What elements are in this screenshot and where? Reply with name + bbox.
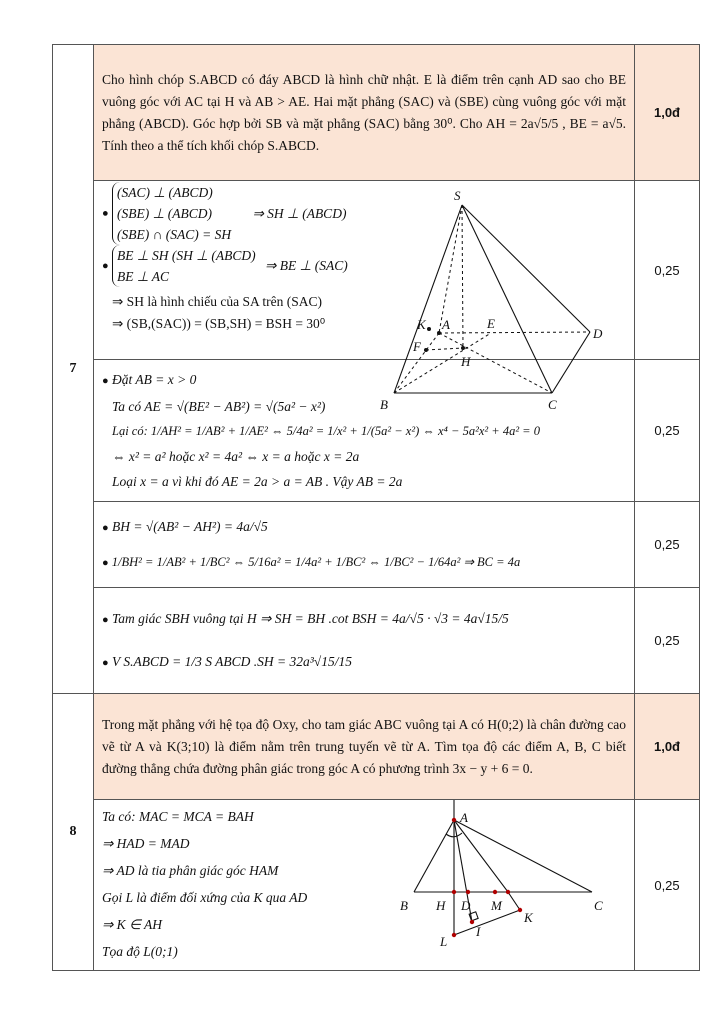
fig8-label-D: D: [461, 898, 471, 913]
solution-table: [52, 44, 700, 971]
q7-sys2-conclusion: ⇒ BE ⊥ (SAC): [265, 258, 348, 273]
question-7-total-points: 1,0đ: [635, 45, 700, 181]
q7-s2-line-5: Loại x = a vì khi đó AE = 2a > a = AB . Vậy AB = 2a: [112, 474, 403, 489]
fig7-label-D: D: [593, 326, 603, 341]
fig7-label-C: C: [548, 397, 557, 412]
q7-step-3: ● BH = √(AB² − AH²) = 4a/√5 ● 1/BH² = 1/AB² + 1/BC² ⇔ 5/16a² = 1/4a² + 1/BC² ⇔ 1/BC² − 1/64a² ⇒ BC = 4a: [94, 502, 635, 588]
fig7-label-A: A: [442, 317, 450, 332]
triangle-figure: [394, 800, 614, 960]
q8-s1-line-2: ⇒ HAD = MAD: [102, 836, 190, 851]
fig7-label-F: F: [413, 339, 421, 354]
question-8-text: Trong mặt phẳng với hệ tọa độ Oxy, cho tam giác ABC vuông tại A có H(0;2) là chân đường cao vẽ từ A và K(3;10) là điểm nằm trên trung tuyến vẽ từ A. Tìm tọa độ các điểm A, B, C biết đường thẳng chứa đường phân giác trong góc A có phương trình 3x − y + 6 = 0.: [102, 716, 626, 776]
q7-projection-line: ⇒ SH là hình chiếu của SA trên (SAC): [112, 294, 323, 309]
q7-step-4: ● Tam giác SBH vuông tại H ⇒ SH = BH .cot BSH = 4a/√5 · √3 = 4a√15/5 ● V S.ABCD = 1/3 S ABCD .SH = 32a³√15/15: [94, 588, 635, 694]
q7-step-1: ● (SAC) ⊥ (ABCD) (SBE) ⊥ (ABCD) (SBE) ∩ (SAC) = SH ⇒ SH ⊥ (ABCD) ● BE ⊥ SH (SH ⊥ (ABCD) BE ⊥ AC ⇒ BE ⊥ (SAC) ⇒ SH là hình chiếu của SA trên (SAC) ⇒ (SB,(SAC)) = (SB,SH) = BSH = 30⁰ S K A E D F H B C: [94, 181, 635, 360]
q7-s4-line-2: V S.ABCD = 1/3 S ABCD .SH = 32a³√15/15: [112, 653, 352, 669]
question-8-statement: [94, 694, 635, 800]
question-8-total-points: 1,0đ: [635, 694, 700, 800]
q8-step-1: [94, 800, 635, 971]
q7-sys1-line-1: (SAC) ⊥ (ABCD): [117, 185, 213, 200]
fig8-label-B: B: [400, 898, 408, 913]
q8-step-1-points: 0,25: [635, 800, 700, 971]
question-7-text: Cho hình chóp S.ABCD có đáy ABCD là hình chữ nhật. E là điểm trên cạnh AD sao cho BE vuông góc với AC tại H và AB > AE. Hai mặt phẳng (SAC) và (SBE) cùng vuông góc với mặt phẳng (ABCD). Góc hợp bởi SB và mặt phẳng (SAC) bằng 30⁰. Cho AH = 2a√5/5 , BE = a√5. Tính theo a thể tích khối chóp S.ABCD.: [102, 71, 626, 153]
fig7-label-E: E: [487, 316, 495, 331]
q8-s1-line-4: Gọi L là điểm đối xứng của K qua AD: [102, 890, 308, 905]
fig7-label-S: S: [454, 188, 461, 203]
fig7-label-B: B: [380, 397, 388, 412]
q7-sys2-line-2: BE ⊥ AC: [117, 269, 170, 284]
q8-s1-line-5: ⇒ K ∈ AH: [102, 917, 162, 932]
q7-sys1-line-3: (SBE) ∩ (SAC) = SH: [117, 227, 232, 242]
fig8-label-C: C: [594, 898, 603, 913]
q7-step-2-points: 0,25: [635, 360, 700, 502]
q7-step-3-points: 0,25: [635, 502, 700, 588]
q7-sys1-conclusion: ⇒ SH ⊥ (ABCD): [252, 205, 347, 221]
q7-step-4-points: 0,25: [635, 588, 700, 694]
fig8-label-I: I: [476, 924, 481, 939]
q7-sys1-line-2: (SBE) ⊥ (ABCD): [117, 206, 213, 221]
q8-s1-line-3: ⇒ AD là tia phân giác góc HAM: [102, 863, 279, 878]
q8-s1-line-1: Ta có: MAC = MCA = BAH: [102, 809, 254, 824]
fig8-label-M: M: [491, 898, 502, 913]
q7-s4-line-1: Tam giác SBH vuông tại H ⇒ SH = BH .cot BSH = 4a/√5 · √3 = 4a√15/5: [112, 610, 509, 626]
fig7-label-H: H: [461, 354, 471, 369]
q7-angle-line: ⇒ (SB,(SAC)) = (SB,SH) = BSH = 30⁰: [112, 316, 326, 331]
q7-sys2-line-1: BE ⊥ SH (SH ⊥ (ABCD): [117, 248, 256, 263]
q7-s2-line-3: Lại có: 1/AH² = 1/AB² + 1/AE² ⇔ 5/4a² = 1/x² + 1/(5a² − x²) ⇔ x⁴ − 5a²x² + 4a² = 0: [112, 424, 540, 438]
fig7-label-K: K: [417, 317, 426, 332]
q7-step-1-points: 0,25: [635, 181, 700, 360]
q7-s3-line-1: BH = √(AB² − AH²) = 4a/√5: [112, 518, 268, 534]
q7-s3-line-2: 1/BH² = 1/AB² + 1/BC² ⇔ 5/16a² = 1/4a² + 1/BC² ⇔ 1/BC² − 1/64a² ⇒ BC = 4a: [111, 554, 521, 569]
q7-s2-line-4: ⇔ x² = a² hoặc x² = 4a² ⇔ x = a hoặc x = 2a: [112, 449, 360, 464]
fig8-label-K: K: [524, 910, 533, 925]
question-8-number: 8: [53, 694, 94, 971]
fig8-label-H: H: [436, 898, 446, 913]
q7-s2-line-2: Ta có AE = √(BE² − AB²) = √(5a² − x²): [112, 399, 326, 414]
q8-s1-line-6: Tọa độ L(0;1): [102, 944, 178, 959]
question-7-statement: [94, 45, 635, 181]
question-7-number: 7: [53, 45, 94, 694]
q7-step-2: ● Đặt AB = x > 0 Ta có AE = √(BE² − AB²) = √(5a² − x²) Lại có: 1/AH² = 1/AB² + 1/AE² ⇔ 5/4a² = 1/x² + 1/(5a² − x²) ⇔ x⁴ − 5a²x² + 4a² = 0 ⇔ x² = a² hoặc x² = 4a² ⇔ x = a hoặc x = 2a Loại x = a vì khi đó AE = 2a > a = AB . Vậy AB = 2a: [94, 360, 635, 502]
q7-s2-line-1: Đặt AB = x > 0: [112, 372, 197, 387]
fig8-label-L: L: [440, 934, 448, 949]
fig8-label-A: A: [460, 810, 468, 825]
